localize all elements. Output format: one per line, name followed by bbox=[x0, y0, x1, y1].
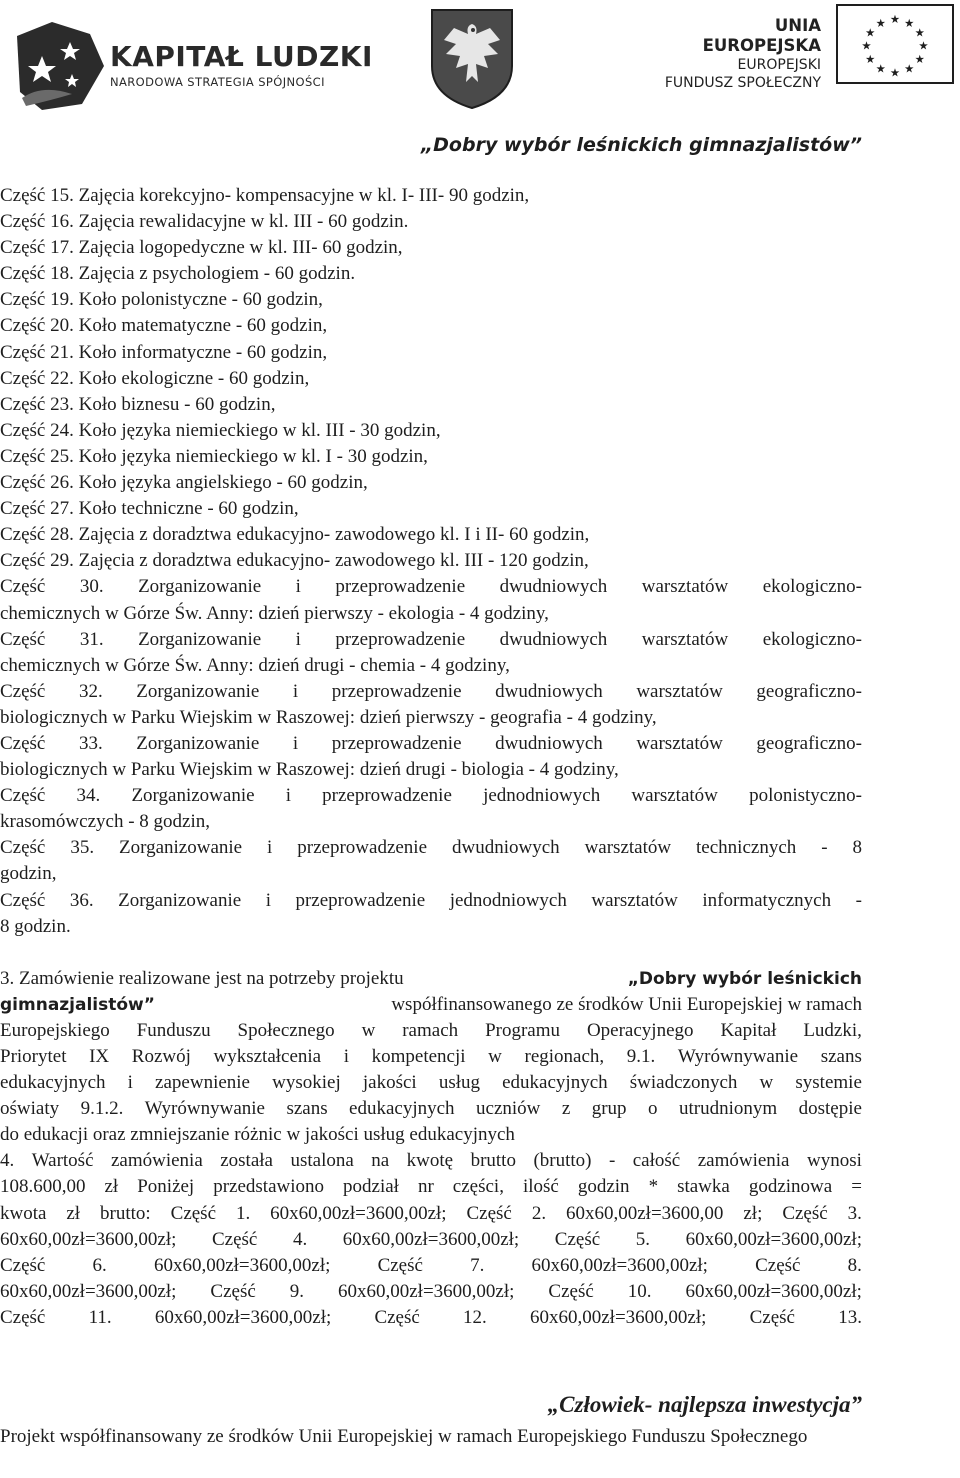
part-line: Część 27. Koło techniczne - 60 godzin, bbox=[0, 498, 299, 520]
word: Część bbox=[0, 1306, 46, 1328]
word: warsztatów bbox=[591, 889, 678, 911]
part-line: Część 23. Koło biznesu - 60 godzin, bbox=[0, 393, 276, 415]
word: Część bbox=[554, 1228, 601, 1250]
section-4-line bbox=[0, 1148, 862, 1174]
word: 1. bbox=[235, 1202, 251, 1224]
word: 60x60,00zł=3600,00zł; bbox=[338, 1280, 515, 1302]
section-4-line bbox=[0, 1253, 862, 1279]
part-line: chemicznych w Górze Św. Anny: dzień pierwszy - ekologia - 4 godziny, bbox=[0, 602, 549, 624]
svg-text:★: ★ bbox=[861, 38, 872, 53]
word: ekologiczno- bbox=[762, 576, 862, 598]
word: w bbox=[361, 1019, 376, 1041]
word: warsztatów bbox=[641, 628, 729, 650]
section-3-line bbox=[0, 1096, 862, 1122]
word: warsztatów bbox=[631, 785, 718, 807]
word: Społecznego bbox=[237, 1019, 335, 1041]
word: w bbox=[759, 1072, 774, 1094]
paragraph-gap bbox=[0, 940, 862, 966]
word: Kapitał bbox=[720, 1019, 777, 1041]
section-3 bbox=[0, 966, 862, 1149]
word: 36. bbox=[69, 889, 94, 911]
word: Część bbox=[170, 1202, 217, 1224]
word: warsztatów bbox=[641, 576, 729, 598]
word: Część bbox=[755, 1254, 801, 1276]
word: przeprowadzenie bbox=[331, 680, 462, 702]
section-4-line bbox=[0, 1279, 862, 1305]
parts-list bbox=[0, 183, 862, 940]
word: 60x60,00zł=3600,00zł; bbox=[685, 1228, 862, 1250]
section-3-text: współfinansowanego ze środków Unii Europejskiej w ramach bbox=[391, 993, 862, 1015]
section-4 bbox=[0, 1148, 862, 1331]
section-4-line bbox=[0, 1174, 862, 1200]
word: 7. bbox=[470, 1254, 485, 1276]
word: Część bbox=[0, 889, 46, 911]
part-line: Część 22. Koło ekologiczne - 60 godzin, bbox=[0, 367, 310, 389]
word: IX bbox=[89, 1046, 110, 1067]
word: Wartość bbox=[31, 1150, 94, 1172]
word: ustalona bbox=[290, 1150, 354, 1172]
word: Część bbox=[782, 1202, 828, 1224]
word: Część bbox=[374, 1306, 420, 1328]
word: Operacyjnego bbox=[586, 1019, 694, 1041]
word: 60x60,00zł=3600,00zł; bbox=[0, 1280, 177, 1302]
word: kwotę bbox=[406, 1150, 454, 1172]
word: 30. bbox=[79, 576, 104, 598]
word: geograficzno- bbox=[756, 680, 862, 702]
part-line: Część 17. Zajęcia logopedyczne w kl. III- 60 godzin, bbox=[0, 237, 403, 259]
eu-fund-line2: FUNDUSZ SPOŁECZNY bbox=[664, 75, 821, 91]
part-line bbox=[0, 731, 862, 757]
word: 60x60,00zł=3600,00 bbox=[566, 1202, 724, 1224]
word: geograficzno- bbox=[756, 732, 862, 754]
word: - bbox=[821, 837, 828, 859]
part-line bbox=[0, 835, 862, 861]
word: dwudniowych bbox=[495, 732, 603, 754]
word: Część bbox=[0, 576, 46, 598]
word: 60x60,00zł=3600,00zł; bbox=[0, 1228, 177, 1250]
word: 3. bbox=[847, 1202, 862, 1224]
part-line: Część 28. Zajęcia z doradztwa edukacyjno- zawodowego kl. I i II- 60 godzin, bbox=[0, 524, 590, 546]
word: edukacyjnych bbox=[502, 1072, 608, 1094]
word: 13. bbox=[838, 1306, 862, 1328]
document-body bbox=[0, 183, 862, 1331]
kapital-ludzki-title: KAPITAŁ LUDZKI bbox=[110, 40, 373, 73]
word: 35. bbox=[70, 837, 95, 859]
word: całość bbox=[632, 1150, 681, 1172]
part-line: Część 24. Koło języka niemieckiego w kl. III - 30 godzin, bbox=[0, 419, 441, 441]
word: 2. bbox=[531, 1202, 547, 1224]
word: Część bbox=[0, 628, 46, 650]
word: Wyrównywanie bbox=[144, 1098, 265, 1120]
part-line bbox=[0, 888, 862, 914]
part-line bbox=[0, 679, 862, 705]
svg-text:★: ★ bbox=[865, 52, 876, 66]
project-tagline: „Dobry wybór leśnickich gimnazjalistów” bbox=[420, 134, 862, 156]
word: przeprowadzenie bbox=[295, 889, 426, 911]
section-3-line bbox=[0, 992, 862, 1018]
section-4-line bbox=[0, 1305, 862, 1331]
word: podział bbox=[343, 1176, 399, 1198]
word: Część bbox=[0, 732, 46, 754]
section-3-line bbox=[0, 966, 862, 992]
word: systemie bbox=[795, 1072, 862, 1094]
part-line: Część 20. Koło matematyczne - 60 godzin, bbox=[0, 315, 328, 337]
word: - bbox=[855, 889, 862, 911]
word: 9.1.2. bbox=[80, 1098, 124, 1120]
word: godzin bbox=[577, 1176, 630, 1198]
word: Zorganizowanie bbox=[119, 837, 243, 859]
word: Programu bbox=[485, 1019, 561, 1041]
word: stawka bbox=[677, 1176, 730, 1198]
word: Część bbox=[210, 1280, 256, 1302]
word: 60x60,00zł=3600,00zł; bbox=[154, 1306, 332, 1328]
word: edukacyjnych bbox=[0, 1072, 106, 1094]
word: zamówienia bbox=[697, 1150, 790, 1172]
word: 32. bbox=[78, 680, 103, 702]
word: części, bbox=[452, 1176, 504, 1198]
word: zł bbox=[104, 1176, 119, 1198]
word: grup bbox=[591, 1098, 627, 1120]
svg-text:★: ★ bbox=[865, 25, 876, 40]
section-4-line bbox=[0, 1201, 862, 1227]
word: szans bbox=[820, 1046, 862, 1067]
word: i bbox=[127, 1072, 133, 1094]
section-3-line bbox=[0, 1018, 862, 1044]
word: Rozwój bbox=[131, 1046, 191, 1067]
word: Część bbox=[749, 1306, 795, 1328]
word: oświaty bbox=[0, 1098, 60, 1120]
svg-text:★: ★ bbox=[914, 52, 925, 66]
word: godzinowa bbox=[748, 1176, 833, 1198]
word: Część bbox=[377, 1254, 423, 1276]
word: jednodniowych bbox=[483, 785, 601, 807]
eu-flag-icon bbox=[836, 4, 954, 84]
word: Zorganizowanie bbox=[136, 732, 260, 754]
part-line bbox=[0, 783, 862, 809]
word: dwudniowych bbox=[451, 837, 560, 859]
part-line: Część 21. Koło informatyczne - 60 godzin, bbox=[0, 341, 328, 363]
word: Poniżej bbox=[137, 1176, 195, 1198]
svg-text:★: ★ bbox=[904, 61, 915, 76]
word: Część bbox=[0, 837, 46, 859]
footer-funding-note: Projekt współfinansowany ze środków Unii Europejskiej w ramach Europejskiego Funduszu Społecznego bbox=[0, 1426, 808, 1447]
part-line: Część 19. Koło polonistyczne - 60 godzin, bbox=[0, 289, 323, 311]
coat-of-arms-eagle-icon bbox=[428, 6, 516, 110]
word: Część bbox=[0, 785, 46, 807]
eu-name: UNIA EUROPEJSKA bbox=[702, 16, 821, 55]
svg-text:★: ★ bbox=[914, 25, 925, 40]
svg-text:★: ★ bbox=[875, 15, 886, 30]
word: edukacyjnych bbox=[349, 1098, 455, 1120]
part-line: krasomówczych - 8 godzin, bbox=[0, 811, 210, 833]
word: informatycznych bbox=[702, 889, 832, 911]
word: i bbox=[292, 680, 299, 702]
kapital-ludzki-wordmark bbox=[110, 42, 373, 89]
section-3-line bbox=[0, 1044, 862, 1070]
word: 8. bbox=[847, 1254, 862, 1276]
word: = bbox=[851, 1176, 862, 1198]
page-header bbox=[0, 0, 960, 156]
part-line bbox=[0, 574, 862, 600]
word: 9.1. bbox=[626, 1046, 656, 1067]
svg-text:★: ★ bbox=[889, 65, 901, 80]
word: Część bbox=[0, 1254, 46, 1276]
word: brutto: bbox=[100, 1202, 151, 1224]
word: 34. bbox=[76, 785, 101, 807]
word: Część bbox=[212, 1228, 258, 1250]
project-name-bold: „Dobry wybór leśnickich bbox=[627, 968, 862, 989]
svg-text:★: ★ bbox=[875, 61, 886, 76]
word: 60x60,00zł=3600,00zł; bbox=[685, 1280, 862, 1302]
word: i bbox=[295, 628, 301, 650]
section-3-line: do edukacji oraz zmniejszanie różnic w jakości usług edukacyjnych bbox=[0, 1124, 515, 1146]
part-line bbox=[0, 627, 862, 653]
word: przeprowadzenie bbox=[335, 628, 466, 650]
section-3-lines bbox=[0, 1018, 862, 1122]
word: 4. bbox=[292, 1228, 308, 1250]
word: wynosi bbox=[806, 1150, 862, 1172]
word: świadczonych bbox=[629, 1072, 738, 1094]
word: przedstawiono bbox=[213, 1176, 325, 1198]
word: Europejskiego bbox=[0, 1019, 110, 1041]
word: usług bbox=[438, 1072, 480, 1094]
svg-text:★: ★ bbox=[904, 15, 915, 30]
part-line: Część 29. Zajęcia z doradztwa edukacyjno- zawodowego kl. III - 120 godzin, bbox=[0, 550, 589, 572]
word: w bbox=[488, 1046, 502, 1067]
word: uczniów bbox=[476, 1098, 541, 1120]
word: przeprowadzenie bbox=[331, 732, 462, 754]
word: wykształcenia bbox=[213, 1046, 322, 1067]
word: Ludzki, bbox=[803, 1019, 862, 1041]
word: z bbox=[561, 1098, 571, 1120]
word: o bbox=[648, 1098, 658, 1120]
kapital-ludzki-subtitle: NARODOWA STRATEGIA SPÓJNOŚCI bbox=[110, 75, 325, 89]
word: ramach bbox=[402, 1019, 459, 1041]
kapital-ludzki-logo-icon bbox=[12, 14, 122, 114]
word: dwudniowych bbox=[499, 576, 608, 598]
word: kwota bbox=[0, 1202, 47, 1224]
word: zamówienia bbox=[110, 1150, 203, 1172]
word: Część bbox=[0, 680, 46, 702]
part-line: chemicznych w Górze Św. Anny: dzień drugi - chemia - 4 godziny, bbox=[0, 654, 510, 676]
word: utrudnionym bbox=[678, 1098, 778, 1120]
word: polonistyczno- bbox=[749, 785, 862, 807]
word: została bbox=[220, 1150, 273, 1172]
section-4-line bbox=[0, 1227, 862, 1253]
word: na bbox=[371, 1150, 390, 1172]
svg-text:★: ★ bbox=[918, 38, 929, 53]
word: 60x60,00zł=3600,00zł; bbox=[153, 1254, 331, 1276]
word: Zorganizowanie bbox=[138, 576, 262, 598]
section-3-line bbox=[0, 1070, 862, 1096]
part-line: Część 18. Zajęcia z psychologiem - 60 godzin. bbox=[0, 263, 356, 285]
part-line: Część 26. Koło języka angielskiego - 60 godzin, bbox=[0, 472, 368, 494]
word: zł; bbox=[743, 1202, 763, 1224]
word: i bbox=[292, 732, 299, 754]
word: regionach, bbox=[524, 1046, 605, 1067]
word: Zorganizowanie bbox=[136, 680, 260, 702]
word: 9. bbox=[289, 1280, 305, 1302]
word: * bbox=[648, 1176, 659, 1198]
word: warsztatów bbox=[636, 732, 723, 754]
part-line: 8 godzin. bbox=[0, 915, 71, 937]
word: kompetencji bbox=[371, 1046, 466, 1067]
word: i bbox=[285, 785, 291, 807]
eu-fund-line1: EUROPEJSKI bbox=[737, 57, 821, 73]
word: nr bbox=[417, 1176, 434, 1198]
word: Wyrównywanie bbox=[677, 1046, 799, 1067]
word: 6. bbox=[92, 1254, 107, 1276]
word: dostępie bbox=[798, 1098, 862, 1120]
word: 60x60,00zł=3600,00zł; bbox=[529, 1306, 707, 1328]
word: ekologiczno- bbox=[762, 628, 862, 650]
section-3-text: 3. Zamówienie realizowane jest na potrzeby projektu bbox=[0, 967, 404, 989]
word: Część bbox=[548, 1280, 594, 1302]
word: - bbox=[608, 1150, 616, 1172]
word: Zorganizowanie bbox=[131, 785, 255, 807]
word: i bbox=[267, 837, 273, 859]
word: jakości bbox=[362, 1072, 417, 1094]
word: przeprowadzenie bbox=[322, 785, 452, 807]
word: 31. bbox=[79, 628, 104, 650]
word: 12. bbox=[463, 1306, 487, 1328]
word: zł bbox=[66, 1202, 81, 1224]
word: i bbox=[295, 576, 301, 598]
word: dwudniowych bbox=[499, 628, 608, 650]
word: przeprowadzenie bbox=[297, 837, 428, 859]
eu-text-block bbox=[656, 16, 821, 92]
word: warsztatów bbox=[584, 837, 672, 859]
part-line: biologicznych w Parku Wiejskim w Raszowej: dzień drugi - biologia - 4 godziny, bbox=[0, 759, 619, 781]
word: 10. bbox=[627, 1280, 652, 1302]
word: 33. bbox=[78, 732, 103, 754]
word: 108.600,00 bbox=[0, 1176, 86, 1198]
word: 60x60,00zł=3600,00zł; bbox=[342, 1228, 520, 1250]
word: i bbox=[343, 1046, 350, 1067]
svg-text:★: ★ bbox=[889, 12, 901, 27]
word: (brutto) bbox=[533, 1150, 592, 1172]
footer-slogan: „Człowiek- najlepsza inwestycja” bbox=[547, 1392, 862, 1417]
word: Zorganizowanie bbox=[138, 628, 262, 650]
word: 60x60,00zł=3600,00zł; bbox=[531, 1254, 708, 1276]
part-line: godzin, bbox=[0, 863, 57, 885]
word: Część bbox=[466, 1202, 512, 1224]
word: 8 bbox=[852, 837, 862, 859]
word: dwudniowych bbox=[495, 680, 603, 702]
part-line: Część 15. Zajęcia korekcyjno- kompensacyjne w kl. I- III- 90 godzin, bbox=[0, 185, 530, 206]
project-name-bold: gimnazjalistów” bbox=[0, 994, 155, 1015]
word: ilość bbox=[522, 1176, 559, 1198]
word: brutto bbox=[470, 1150, 516, 1172]
word: 4. bbox=[0, 1150, 15, 1172]
word: warsztatów bbox=[636, 680, 723, 702]
word: Priorytet bbox=[0, 1046, 67, 1067]
word: szans bbox=[286, 1098, 328, 1120]
word: i bbox=[265, 889, 271, 911]
part-line: biologicznych w Parku Wiejskim w Raszowej: dzień pierwszy - geografia - 4 godziny, bbox=[0, 706, 657, 728]
word: Funduszu bbox=[136, 1019, 211, 1041]
part-line: Część 25. Koło języka niemieckiego w kl. I - 30 godzin, bbox=[0, 445, 428, 467]
word: wysokiej bbox=[272, 1072, 341, 1094]
word: zapewnienie bbox=[155, 1072, 250, 1094]
word: 5. bbox=[635, 1228, 650, 1250]
word: 11. bbox=[88, 1306, 112, 1328]
word: 60x60,00zł=3600,00zł; bbox=[270, 1202, 447, 1224]
word: technicznych bbox=[696, 837, 797, 859]
word: Zorganizowanie bbox=[118, 889, 242, 911]
word: przeprowadzenie bbox=[335, 576, 466, 598]
word: jednodniowych bbox=[449, 889, 567, 911]
part-line: Część 16. Zajęcia rewalidacyjne w kl. III - 60 godzin. bbox=[0, 211, 409, 233]
